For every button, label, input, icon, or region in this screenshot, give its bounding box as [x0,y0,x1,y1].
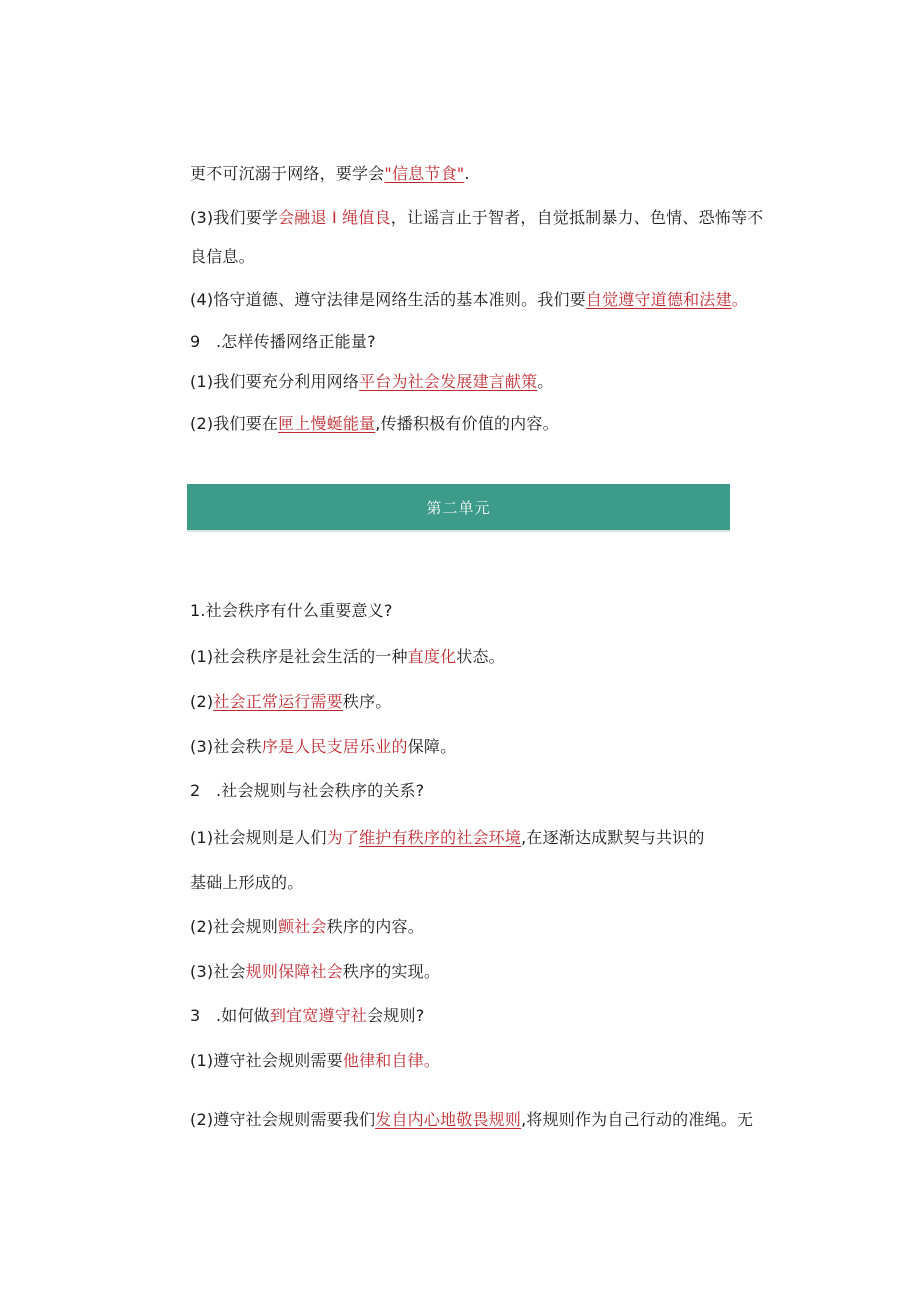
highlight-answer: 自觉遵守道德和法建 [585,290,732,309]
highlight-answer: 维护有秩序的社会环境 [359,828,522,847]
text-line: 更不可沉溺于网络，要学会"信息节食". [190,164,470,183]
highlight-answer: 为了 [326,828,360,847]
text-line: (2)社会正常运行需要秩序。 [190,692,392,711]
text-line: (1)社会规则是人们为了维护有秩序的社会环境,在逐渐达成默契与共识的 [190,828,705,847]
highlight-answer: 他律和自律 [342,1051,424,1070]
section-title: 第二单元 [426,498,491,517]
text-line: (3)我们要学会融退 I 绳值良，让谣言止于智者，自觉抵制暴力、色情、恐怖等不 [190,208,764,227]
highlight-answer: 直度化 [407,647,457,666]
highlight-answer: 社会正常运行需要 [213,692,343,711]
text-line: (3)社会规则保障社会秩序的实现。 [190,962,441,981]
question-heading: 2 .社会规则与社会秩序的关系? [190,781,425,800]
question-heading: 9 .怎样传播网络正能量? [190,332,376,351]
highlight-answer: 平台为社会发展建言献策 [359,372,538,391]
text-line: (2)遵守社会规则需要我们发自内心地敬畏规则,将规则作为自己行动的准绳。无 [190,1110,754,1129]
text-line: 基础上形成的。 [190,873,304,892]
text-line: (1)社会秩序是社会生活的一种直度化状态。 [190,647,505,666]
question-heading: 1.社会秩序有什么重要意义? [190,601,393,620]
section-banner [187,484,730,532]
highlight-answer: 匣上慢蜒能量 [278,414,376,433]
highlight-answer: "信息节食" [384,164,465,183]
text-line: (2)社会规则颤社会秩序的内容。 [190,917,424,936]
highlight-answer: 序是人民支居乐业的 [261,737,408,756]
text-line: 良信息。 [190,247,255,266]
text-line: (1)遵守社会规则需要他律和自律。 [190,1051,441,1070]
highlight-answer: 到宜宽遵守社 [269,1006,368,1025]
highlight-answer: 规则保障社会 [245,962,343,981]
text-line: (1)我们要充分利用网络平台为社会发展建言献策。 [190,372,554,391]
text-line: (4)恪守道德、遵守法律是网络生活的基本准则。我们要自觉遵守道德和法建。 [190,290,748,309]
question-heading: 3 .如何做到宜宽遵守社会规则? [190,1006,425,1025]
text-line: (3)社会秩序是人民支居乐业的保障。 [190,737,457,756]
text-line: (2)我们要在匣上慢蜒能量,传播积极有价值的内容。 [190,414,559,433]
highlight-answer: 发自内心地敬畏规则 [375,1110,522,1129]
highlight-answer: 颤社会 [278,917,327,936]
highlight-answer: 会融退 I 绳值良 [278,208,391,227]
